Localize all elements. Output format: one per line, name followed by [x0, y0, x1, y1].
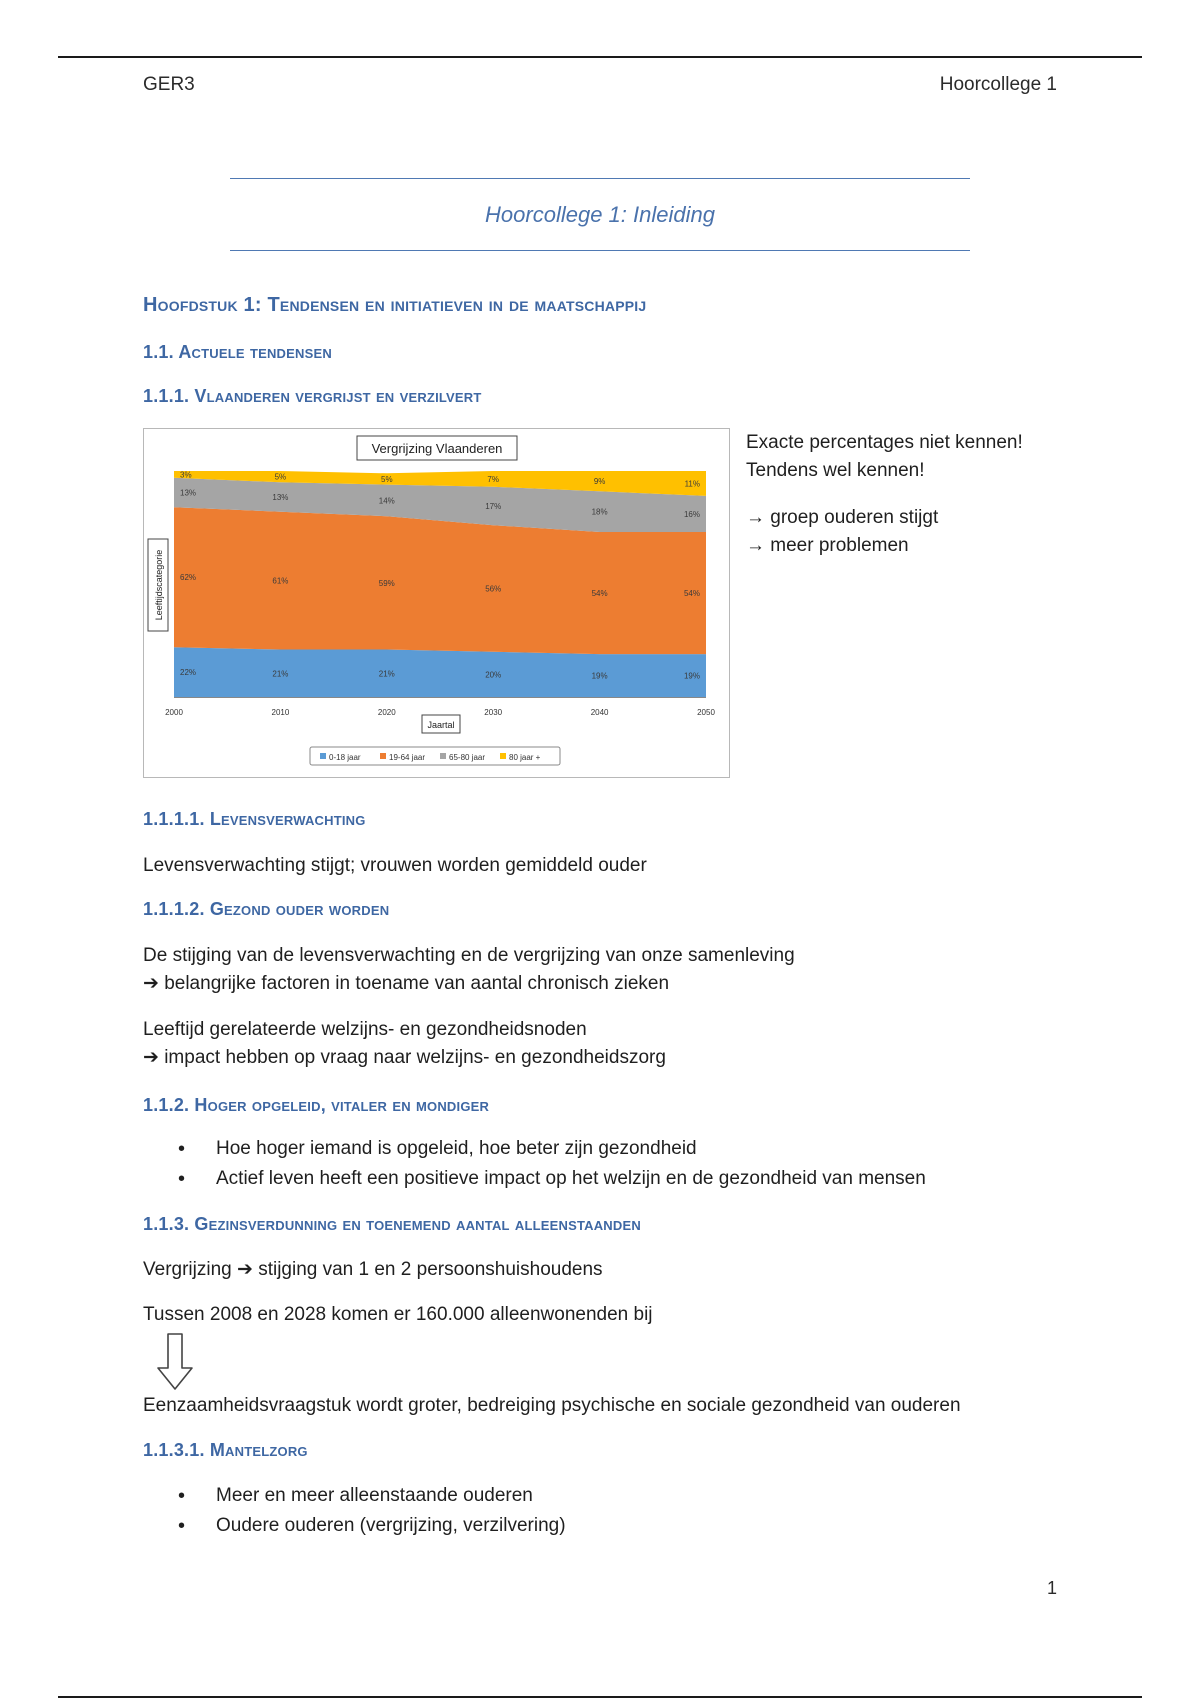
header-lecture: Hoorcollege 1 [939, 74, 1057, 95]
data-label: 19% [683, 671, 700, 681]
data-label: 7% [487, 474, 499, 484]
legend-swatch-3 [500, 753, 506, 759]
paragraph-gezond-3: Leeftijd gerelateerde welzijns- en gezondheidsnoden [143, 1019, 587, 1040]
data-label: 19% [591, 671, 608, 681]
down-arrow-icon [155, 1332, 195, 1392]
legend-label: 19-64 jaar [389, 753, 426, 762]
area-chart [144, 429, 729, 777]
heading-1-1-1-1: 1.1.1.1. Levensverwachting [143, 809, 366, 829]
data-label: 9% [593, 477, 606, 487]
document-title: Hoorcollege 1: Inleiding [485, 202, 715, 227]
header-course-code: GER3 [143, 74, 195, 95]
x-tick-label: 2050 [697, 708, 715, 717]
data-label: 22% [180, 668, 197, 678]
legend-swatch-0 [320, 753, 326, 759]
data-label: 5% [274, 472, 287, 482]
data-label: 14% [378, 496, 395, 506]
data-label: 13% [272, 493, 289, 502]
paragraph-eenzaamheid: Eenzaamheidsvraagstuk wordt groter, bedreiging psychische en sociale gezondheid van ouderen [143, 1395, 961, 1416]
chart-ylabel: Leeftijdscategorie [154, 549, 164, 621]
paragraph-tussen: Tussen 2008 en 2028 komen er 160.000 alleenwonenden bij [143, 1304, 653, 1325]
legend-swatch-2 [440, 753, 446, 759]
list-item: • Oudere ouderen (vergrijzing, verzilvering) [170, 1511, 566, 1541]
data-label: 17% [485, 502, 502, 511]
data-label: 21% [378, 669, 395, 679]
area-series-0 [174, 647, 706, 697]
legend-swatch-1 [380, 753, 386, 759]
side-note-4: → meer problemen [746, 535, 909, 556]
data-label: 13% [180, 488, 197, 498]
top-rule [58, 56, 1142, 58]
bullet-list-mantelzorg [170, 1481, 566, 1541]
page-number: 1 [1046, 1578, 1057, 1598]
heading-1-1-3-1: 1.1.3.1. Mantelzorg [143, 1440, 308, 1460]
list-item: • Hoe hoger iemand is opgeleid, hoe beter zijn gezondheid [170, 1134, 926, 1164]
legend-label: 80 jaar + [509, 753, 541, 762]
heading-1-1-3: 1.1.3. Gezinsverdunning en toenemend aantal alleenstaanden [143, 1214, 641, 1234]
list-item: • Actief leven heeft een positieve impact op het welzijn en de gezondheid van mensen [170, 1164, 926, 1194]
list-item: • Meer en meer alleenstaande ouderen [170, 1481, 566, 1511]
data-label: 18% [591, 507, 608, 517]
data-label: 62% [180, 573, 197, 583]
x-tick-label: 2030 [484, 708, 503, 717]
bullet-list-1-1-2 [170, 1134, 926, 1194]
heading-1-1-2: 1.1.2. Hoger opgeleid, vitaler en mondiger [143, 1095, 490, 1115]
paragraph-levensverwachting: Levensverwachting stijgt; vrouwen worden gemiddeld ouder [143, 855, 647, 876]
x-tick-label: 2040 [590, 708, 609, 717]
paragraph-gezond-2: ➔ belangrijke factoren in toename van aantal chronisch zieken [143, 973, 670, 994]
chart-xlabel: Jaartal [427, 720, 455, 730]
paragraph-gezond-4: ➔ impact hebben op vraag naar welzijns- en gezondheidszorg [143, 1047, 666, 1068]
x-tick-label: 2020 [377, 708, 396, 717]
chart-areas [174, 471, 706, 697]
heading-chapter-1: Hoofdstuk 1: Tendensen en initiatieven in de maatschappij [143, 294, 647, 316]
data-label: 56% [485, 584, 502, 594]
title-rule-bottom [230, 250, 970, 251]
chart-frame [143, 428, 730, 778]
side-note-2: Tendens wel kennen! [746, 460, 925, 481]
chart-x-ticks [165, 698, 715, 718]
paragraph-vergrijzing: Vergrijzing ➔ stijging van 1 en 2 persoonshuishoudens [143, 1259, 603, 1280]
data-label: 5% [381, 474, 393, 484]
side-note-3: → groep ouderen stijgt [746, 507, 939, 528]
data-label: 21% [272, 669, 289, 679]
data-label: 11% [684, 479, 700, 489]
legend-label: 65-80 jaar [449, 753, 486, 762]
bottom-rule [58, 1696, 1142, 1698]
legend-label: 0-18 jaar [329, 753, 361, 762]
data-label: 54% [683, 589, 700, 598]
side-note-1: Exacte percentages niet kennen! [746, 432, 1023, 453]
data-label: 16% [683, 509, 700, 519]
data-label: 54% [591, 589, 608, 598]
heading-1-1: 1.1. Actuele tendensen [143, 342, 332, 362]
x-tick-label: 2010 [271, 708, 290, 717]
x-tick-label: 2000 [165, 708, 183, 717]
data-label: 59% [378, 578, 395, 588]
paragraph-gezond-1: De stijging van de levensverwachting en de vergrijzing van onze samenleving [143, 945, 795, 966]
heading-1-1-1-2: 1.1.1.2. Gezond ouder worden [143, 899, 390, 919]
data-label: 61% [272, 576, 289, 586]
chart-title: Vergrijzing Vlaanderen [371, 441, 503, 456]
data-label: 20% [485, 670, 502, 680]
heading-1-1-1: 1.1.1. Vlaanderen vergrijst en verzilvert [143, 386, 482, 406]
title-rule-top [230, 178, 970, 179]
data-label: 3% [180, 470, 192, 480]
